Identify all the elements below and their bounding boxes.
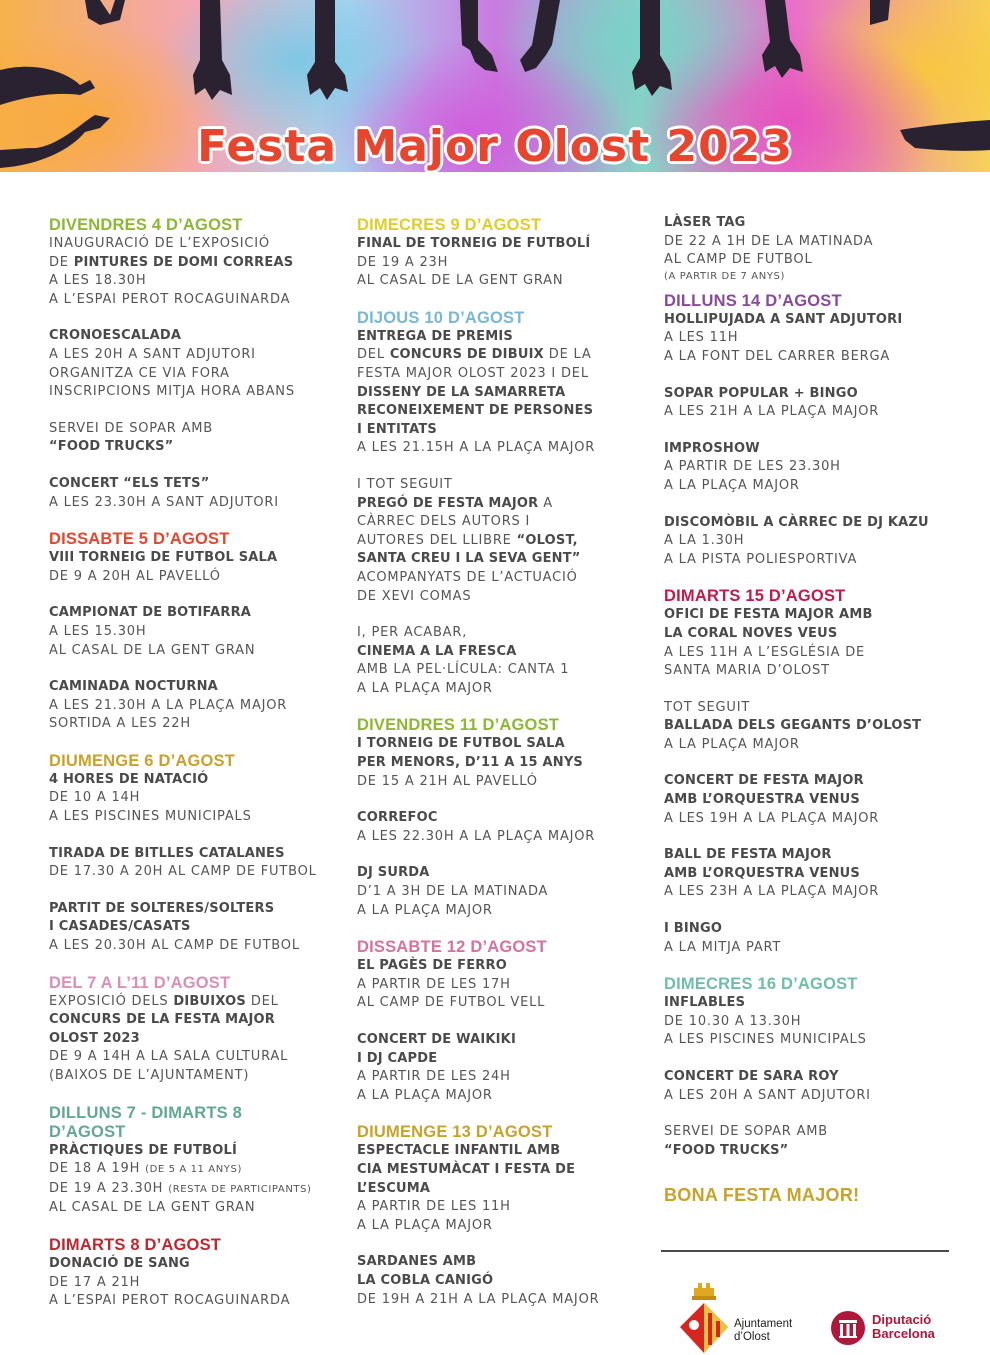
event-title: L’ESCUMA	[357, 1180, 431, 1196]
event-line: DE 19 A 23H	[357, 254, 449, 270]
event-line: DE 22 A 1H DE LA MATINADA	[664, 233, 874, 249]
event-line: A LES 23.30H A SANT ADJUTORI	[49, 494, 279, 510]
event-line: A LA PLAÇA MAJOR	[664, 477, 800, 493]
event-title: AMB L’ORQUESTRA VENUS	[664, 865, 860, 881]
divider	[661, 1250, 949, 1252]
event-line: AMB LA PEL·LÍCULA: CANTA 1	[357, 662, 570, 678]
event-line: DE 17 A 21H	[49, 1274, 141, 1290]
day-heading: DILLUNS 14 D’AGOST	[664, 291, 842, 310]
event-title: ENTREGA DE PREMIS	[357, 328, 513, 344]
event-line: DE 15 A 21H AL PAVELLÓ	[357, 773, 538, 789]
event-line: A LA PISTA POLIESPORTIVA	[664, 551, 858, 567]
day-heading: DIVENDRES 11 D’AGOST	[357, 716, 560, 735]
event-title: EL PAGÈS DE FERRO	[357, 958, 507, 974]
event-line: DE 10.30 A 13.30H	[664, 1013, 802, 1029]
ajuntament-name-line1: Ajuntament	[734, 1318, 793, 1330]
event-time: A LES 18.30H	[49, 273, 147, 289]
event-line: DEL CONCURS DE DIBUIX DE LA	[357, 347, 592, 363]
event-line: A PARTIR DE LES 24H	[357, 1069, 511, 1085]
event-title: INFLABLES	[664, 995, 746, 1011]
event-line: INAUGURACIÓ DE L’EXPOSICIÓ	[49, 236, 270, 251]
event-line: AL CASAL DE LA GENT GRAN	[357, 273, 564, 289]
event-line: TOT SEGUIT	[664, 699, 751, 715]
event-line: A LES 21H A LA PLAÇA MAJOR	[664, 404, 880, 420]
event-line: I TOT SEGUIT	[357, 476, 453, 492]
event-title: CORREFOC	[357, 810, 438, 826]
event-title: I CASADES/CASATS	[49, 919, 191, 935]
event-title: CRONOESCALADA	[49, 328, 182, 344]
event-title: DISSENY DE LA SAMARRETA	[357, 384, 566, 400]
event-title: PARTIT DE SOLTERES/SOLTERS	[49, 900, 275, 916]
event-line: PREGÓ DE FESTA MAJOR A	[357, 495, 553, 511]
day-heading: DEL 7 A L’11 D’AGOST	[49, 973, 231, 992]
event-line: A LA PLAÇA MAJOR	[664, 736, 800, 752]
event-line: A LES 20H A SANT ADJUTORI	[49, 346, 256, 362]
event-title: PINTURES DE DOMI CORREAS	[73, 254, 294, 270]
event-line: AL CAMP DE FUTBOL	[664, 252, 813, 268]
event-line: I, PER ACABAR,	[357, 625, 468, 641]
event-line: A LA 1.30H	[664, 533, 745, 549]
event-line: D’1 A 3H DE LA MATINADA	[357, 884, 549, 900]
day-heading: DIMARTS 8 D’AGOST	[49, 1235, 222, 1254]
day-heading: DIUMENGE 13 D’AGOST	[357, 1123, 553, 1142]
event-line: DE 18 A 19H (DE 5 A 11 ANYS)	[49, 1161, 242, 1177]
program-column-1	[49, 216, 344, 1311]
event-line: A LES 21.15H A LA PLAÇA MAJOR	[357, 440, 596, 456]
event-line: ACOMPANYATS DE L’ACTUACIÓ	[357, 569, 578, 585]
event-place: A L’ESPAI PEROT ROCAGUINARDA	[49, 291, 291, 307]
event-line: A PARTIR DE LES 23.30H	[664, 459, 841, 475]
event-line: A LA PLAÇA MAJOR	[357, 680, 493, 696]
event-title: CONCERT “ELS TETS”	[49, 475, 210, 491]
event-title: FINAL DE TORNEIG DE FUTBOLÍ	[357, 236, 591, 251]
event-title: DONACIÓ DE SANG	[49, 1255, 190, 1271]
event-title: LÀSER TAG	[664, 215, 746, 230]
event-title: RECONEIXEMENT DE PERSONES	[357, 403, 594, 419]
event-line: DE XEVI COMAS	[357, 588, 472, 604]
event-title: I BINGO	[664, 921, 723, 937]
event-line: A PARTIR DE LES 17H	[357, 976, 511, 992]
event-title: DJ SURDA	[357, 865, 430, 881]
page-title: Festa Major Olost 2023	[197, 121, 793, 172]
day-heading: DIMECRES 9 D’AGOST	[357, 216, 542, 234]
event-title: SANTA CREU I LA SEVA GENT”	[357, 551, 581, 567]
day-heading: DILLUNS 7 - DIMARTS 8	[49, 1103, 243, 1122]
event-line: SANTA MARIA D’OLOST	[664, 663, 830, 679]
event-line: A LES 21.30H A LA PLAÇA MAJOR	[49, 697, 288, 713]
event-title: CIA MESTUMÀCAT I FESTA DE	[357, 1161, 576, 1177]
event-line: A LES PISCINES MUNICIPALS	[664, 1032, 867, 1048]
event-line: A LES 23H A LA PLAÇA MAJOR	[664, 884, 880, 900]
event-line: SERVEI DE SOPAR AMB	[49, 420, 213, 436]
day-heading: DIMARTS 15 D’AGOST	[664, 587, 846, 606]
event-line: A LA PLAÇA MAJOR	[357, 1087, 493, 1103]
event-title: I ENTITATS	[357, 421, 437, 437]
coat-of-arms-icon	[678, 1283, 730, 1355]
closing-message: BONA FESTA MAJOR!	[664, 1185, 860, 1206]
event-line: A LES PISCINES MUNICIPALS	[49, 809, 252, 825]
event-title: TIRADA DE BITLLES CATALANES	[49, 845, 285, 861]
ajuntament-name-line2: d’Olost	[734, 1331, 770, 1343]
event-line: A LES 11H	[664, 330, 739, 346]
diputacio-emblem-icon	[830, 1310, 866, 1346]
event-title: SOPAR POPULAR + BINGO	[664, 385, 858, 401]
program-column-3	[664, 214, 964, 1206]
event-line: (BAIXOS DE L’AJUNTAMENT)	[49, 1068, 250, 1083]
event-title: OFICI DE FESTA MAJOR AMB	[664, 607, 873, 623]
event-line: DE 9 A 20H AL PAVELLÓ	[49, 568, 221, 584]
event-title: CONCURS DE LA FESTA MAJOR	[49, 1012, 275, 1028]
event-line: SORTIDA A LES 22H	[49, 716, 191, 732]
event-line: A LES 20H A SANT ADJUTORI	[664, 1087, 871, 1103]
event-line: A LES 11H A L’ESGLÉSIA DE	[664, 644, 866, 660]
event-line: AUTORES DEL LLIBRE “OLOST,	[357, 532, 578, 548]
event-line: DE 19 A 23.30H (RESTA DE PARTICIPANTS)	[49, 1180, 312, 1196]
event-line: DE 17.30 A 20H AL CAMP DE FUTBOL	[49, 864, 317, 880]
event-title: CONCERT DE WAIKIKI	[357, 1032, 516, 1047]
event-line: A LES 22.30H A LA PLAÇA MAJOR	[357, 828, 596, 844]
event-title: BALLADA DELS GEGANTS D’OLOST	[664, 718, 922, 734]
event-title: CINEMA A LA FRESCA	[357, 643, 517, 659]
event-line: A LA FONT DEL CARRER BERGA	[664, 348, 891, 364]
event-title: IMPROSHOW	[664, 440, 760, 456]
diputacio-name-line2: Barcelona	[872, 1326, 935, 1341]
event-line: DE 9 A 14H A LA SALA CULTURAL	[49, 1049, 289, 1065]
event-title: LA CORAL NOVES VEUS	[664, 625, 838, 641]
day-heading: DIMECRES 16 D’AGOST	[664, 975, 858, 994]
event-title: CONCERT DE SARA ROY	[664, 1069, 839, 1084]
event-line: A LA MITJA PART	[664, 939, 782, 955]
event-line: ORGANITZA CE VIA FORA	[49, 365, 230, 381]
event-line: A LES 15.30H	[49, 623, 147, 639]
event-title: CAMPIONAT DE BOTIFARRA	[49, 605, 252, 621]
event-line: A LES 20.30H AL CAMP DE FUTBOL	[49, 938, 300, 954]
event-title: 4 HORES DE NATACIÓ	[49, 771, 209, 787]
event-line: AL CAMP DE FUTBOL VELL	[357, 995, 546, 1011]
diputacio-logo	[830, 1310, 960, 1350]
event-line: (A PARTIR DE 7 ANYS)	[664, 270, 785, 282]
event-title: DISCOMÒBIL A CÀRREC DE DJ KAZU	[664, 514, 929, 530]
event-title: ESPECTACLE INFANTIL AMB	[357, 1143, 561, 1159]
ajuntament-logo	[678, 1283, 808, 1353]
day-heading: DISSABTE 12 D’AGOST	[357, 938, 547, 957]
event-title: I DJ CAPDE	[357, 1050, 438, 1066]
event-title: LA COBLA CANIGÓ	[357, 1272, 494, 1288]
event-line: A LA PLAÇA MAJOR	[357, 902, 493, 918]
day-heading: DIJOUS 10 D’AGOST	[357, 308, 525, 327]
event-title: I TORNEIG DE FUTBOL SALA	[357, 736, 565, 752]
event-line: FESTA MAJOR OLOST 2023 I DEL	[357, 365, 589, 381]
event-line: A LA PLAÇA MAJOR	[357, 1217, 493, 1233]
event-line: DE 19H A 21H A LA PLAÇA MAJOR	[357, 1291, 600, 1307]
event-line: EXPOSICIÓ DELS DIBUIXOS DEL	[49, 993, 279, 1009]
header-banner	[0, 0, 990, 172]
event-title: PRÀCTIQUES DE FUTBOLÍ	[49, 1142, 238, 1158]
event-title: PER MENORS, D’11 A 15 ANYS	[357, 755, 583, 771]
event-title: SARDANES AMB	[357, 1254, 477, 1270]
event-title: “FOOD TRUCKS”	[664, 1142, 789, 1158]
event-line: SERVEI DE SOPAR AMB	[664, 1124, 828, 1140]
event-title: BALL DE FESTA MAJOR	[664, 847, 832, 863]
event-line: DE PINTURES DE DOMI CORREAS	[49, 254, 294, 270]
event-line: INSCRIPCIONS MITJA HORA ABANS	[49, 384, 295, 400]
day-heading: D’AGOST	[49, 1122, 126, 1141]
event-title: “FOOD TRUCKS”	[49, 439, 174, 455]
event-line: AL CASAL DE LA GENT GRAN	[49, 642, 256, 658]
program-column-2	[357, 216, 652, 1309]
event-title: CONCERT DE FESTA MAJOR	[664, 773, 864, 789]
diputacio-name-line1: Diputació	[872, 1312, 932, 1327]
event-title: CAMINADA NOCTURNA	[49, 679, 218, 695]
event-line: A L’ESPAI PEROT ROCAGUINARDA	[49, 1293, 291, 1309]
event-title: OLOST 2023	[49, 1030, 140, 1046]
event-title: AMB L’ORQUESTRA VENUS	[664, 792, 860, 808]
event-line: A LES 19H A LA PLAÇA MAJOR	[664, 810, 880, 826]
event-line: DE 10 A 14H	[49, 790, 141, 806]
event-line: AL CASAL DE LA GENT GRAN	[49, 1200, 256, 1216]
event-title: VIII TORNEIG DE FUTBOL SALA	[49, 550, 278, 566]
day-heading: DISSABTE 5 D’AGOST	[49, 530, 230, 549]
event-line: CÀRREC DELS AUTORS I	[357, 514, 531, 530]
event-line: A PARTIR DE LES 11H	[357, 1199, 511, 1215]
event-title: HOLLIPUJADA A SANT ADJUTORI	[664, 311, 903, 327]
day-heading: DIVENDRES 4 D’AGOST	[49, 216, 243, 234]
day-heading: DIUMENGE 6 D’AGOST	[49, 751, 236, 770]
